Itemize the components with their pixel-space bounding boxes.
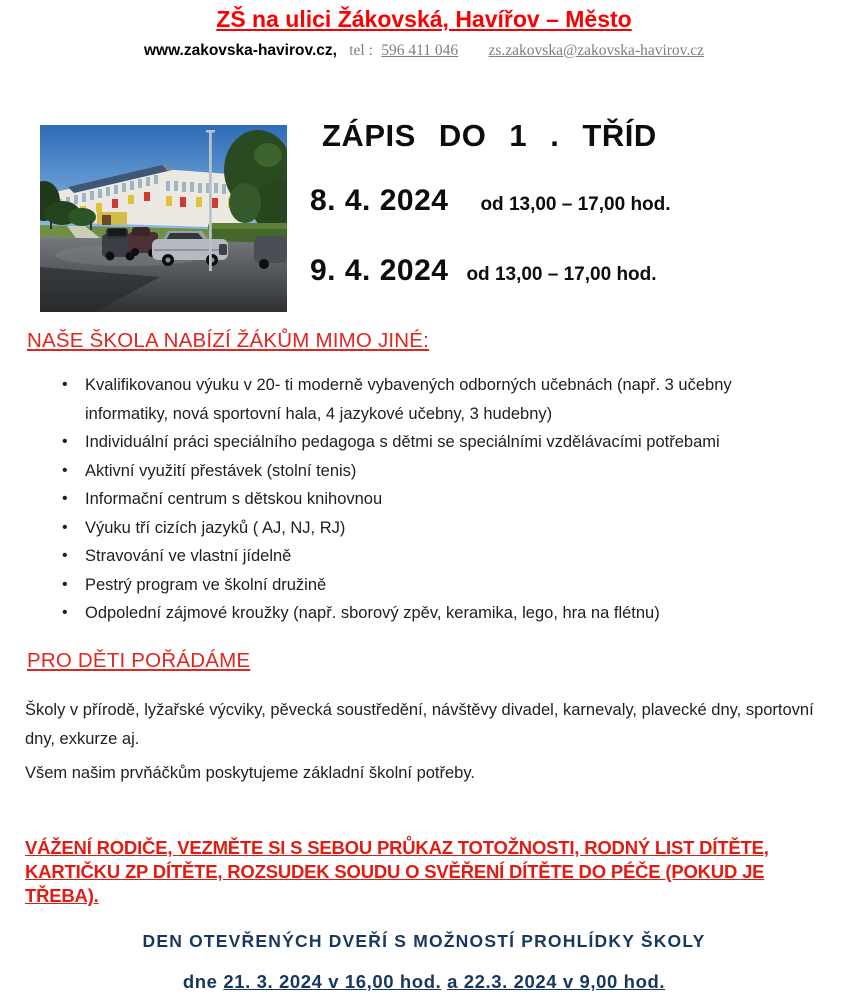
tel-number-link[interactable]: 596 411 046	[381, 42, 459, 59]
enrollment-date-row-2	[310, 254, 657, 288]
offers-heading: NAŠE ŠKOLA NABÍZÍ ŽÁKŮM MIMO JINÉ:	[27, 329, 430, 352]
supplies-note: Všem našim prvňáčkům poskytujeme základní školní potřeby.	[25, 764, 475, 782]
enrollment-date-1: 8. 4. 2024	[310, 184, 449, 217]
email-link[interactable]: zs.zakovska@zakovska-havirov.cz	[488, 42, 705, 59]
list-item: • Odpolední zájmové kroužky (např. sborový zpěv, keramika, lego, hra na flétnu)	[60, 599, 802, 628]
enrollment-time-1: od 13,00 – 17,00 hod.	[480, 194, 671, 215]
open-day-date-2: a 22.3. 2024 v 9,00 hod.	[447, 971, 666, 992]
events-paragraph: Školy v přírodě, lyžařské výcviky, pěvecká soustředění, návštěvy divadel, karnevaly, plavecké dny, sportovní dny, exkurze aj.	[25, 701, 814, 748]
list-item: • Kvalifikovanou výuku v 20- ti moderně vybavených odborných učebnách (např. 3 učebny informatiky, nová sportovní hala, 4 jazykové učebny, 3 hudebny)	[60, 371, 802, 428]
list-item: • Pestrý program ve školní družině	[60, 571, 802, 600]
school-building-photo	[40, 125, 287, 312]
list-item: • Stravování ve vlastní jídelně	[60, 542, 802, 571]
open-day-dates	[0, 971, 848, 993]
list-item: • Individuální práci speciálního pedagoga s dětmi se speciálními vzdělávacími potřebami	[60, 428, 802, 457]
parents-warning: VÁŽENÍ RODIČE, VEZMĚTE SI S SEBOU PRŮKAZ TOTOŽNOSTI, RODNÝ LIST DÍTĚTE, KARTIČKU ZP DÍTĚTE, ROZSUDEK SOUDU O SVĚŘENÍ DÍTĚTE DO PÉČE (POKUD JE TŘEBA).	[25, 837, 769, 906]
events-heading: PRO DĚTI POŘÁDÁME	[27, 649, 251, 672]
open-day-heading: DEN OTEVŘENÝCH DVEŘÍ S MOŽNOSTÍ PROHLÍDKY ŠKOLY	[142, 931, 706, 951]
enrollment-time-2: od 13,00 – 17,00 hod.	[466, 264, 657, 285]
enrollment-date-2: 9. 4. 2024	[310, 254, 449, 287]
website-link[interactable]: www.zakovska-havirov.cz,	[143, 42, 337, 59]
open-day-date-1: 21. 3. 2024 v 16,00 hod.	[223, 971, 442, 992]
school-photo-illustration	[40, 125, 287, 312]
list-item: • Aktivní využití přestávek (stolní tenis)	[60, 457, 802, 486]
enrollment-date-row-1	[310, 184, 671, 218]
page-title-text: ZŠ na ulici Žákovská, Havířov – Město	[216, 6, 632, 32]
page-title	[0, 6, 848, 33]
tel-label: tel :	[349, 42, 373, 59]
open-day-prefix: dne	[182, 971, 224, 992]
offers-list	[60, 371, 802, 628]
enrollment-heading: ZÁPIS DO 1 . TŘÍD	[322, 118, 657, 153]
contact-line	[0, 42, 848, 60]
list-item: • Informační centrum s dětskou knihovnou	[60, 485, 802, 514]
list-item: • Výuku tří cizích jazyků ( AJ, NJ, RJ)	[60, 514, 802, 543]
